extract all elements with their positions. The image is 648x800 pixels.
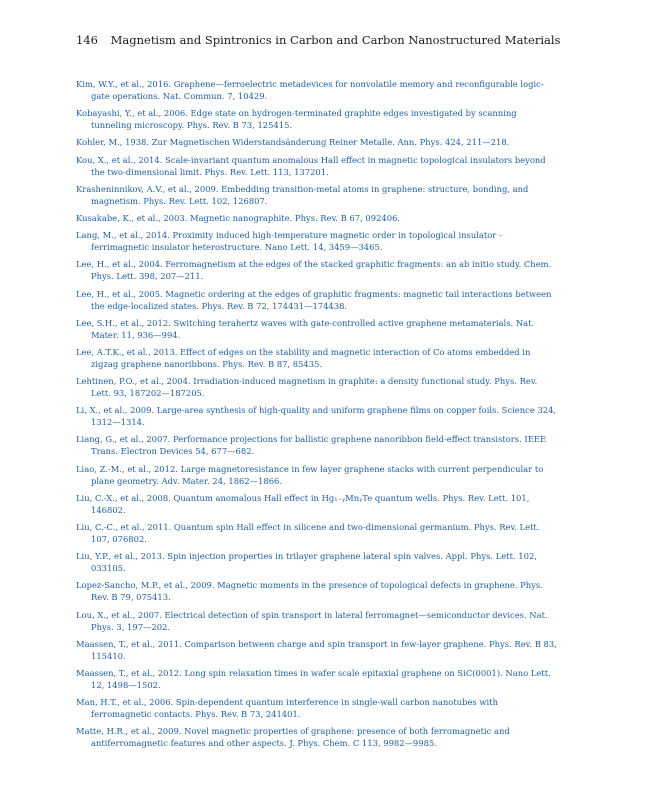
reference-item: Liu, C.-X., et al., 2008. Quantum anomalous Hall effect in Hg₁₋ᵧMnᵧTe quantum wells. Phys. Rev. Lett. 101, 146802. xyxy=(76,492,530,515)
reference-item: Lee, H., et al., 2004. Ferromagnetism at the edges of the stacked graphitic fragments: an ab initio study. Chem. Phys. Lett. 398, 207—211. xyxy=(76,259,552,282)
reference-item: Lou, X., et al., 2007. Electrical detection of spin transport in lateral ferromagnet—semiconductor devices. Nat. Phys. 3, 197—202. xyxy=(76,609,548,632)
reference-list xyxy=(76,78,558,755)
reference-item: Lehtinen, P.O., et al., 2004. Irradiation-induced magnetism in graphite: a density functional study. Phys. Rev. Lett. 93, 187202—187205. xyxy=(76,376,538,399)
reference-item: Lopez-Sancho, M.P., et al., 2009. Magnetic moments in the presence of topological defects in graphene. Phys. Rev. B 79, 075413. xyxy=(76,580,543,603)
reference-item: Man, H.T., et al., 2006. Spin-dependent quantum interference in single-wall carbon nanotubes with ferromagnetic contacts. Phys. Rev. B 73, 241401. xyxy=(76,697,498,720)
reference-item: Liang, G., et al., 2007. Performance projections for ballistic graphene nanoribbon field-effect transistors. IEEE Trans. Electron Devices 54, 677—682. xyxy=(76,434,547,457)
reference-item: Kim, W.Y., et al., 2016. Graphene—ferroelectric metadevices for nonvolatile memory and reconfigurable logic-gate operations. Nat. Commun. 7, 10429. xyxy=(76,79,544,101)
reference-item: Li, X., et al., 2009. Large-area synthesis of high-quality and uniform graphene films on copper foils. Science 324, 1312—1314. xyxy=(76,405,557,428)
reference-item: Maassen, T., et al., 2012. Long spin relaxation times in wafer scale epitaxial graphene on SiC(0001). Nano Lett. 12, 1498—1502. xyxy=(76,667,551,690)
reference-item: Kobayashi, Y., et al., 2006. Edge state on hydrogen-terminated graphite edges investigated by scanning tunneling microscopy. Phys. Rev. B 73, 125415. xyxy=(76,108,517,131)
reference-item: Lee, S.H., et al., 2012. Switching terahertz waves with gate-controlled active graphene metamaterials. Nat. Mater. 11, 936—994. xyxy=(76,317,535,340)
running-header xyxy=(76,33,596,47)
reference-item: Maassen, T., et al., 2011. Comparison between charge and spin transport in few-layer graphene. Phys. Rev. B 83, 115410. xyxy=(76,638,557,661)
reference-item: Lee, H., et al., 2005. Magnetic ordering at the edges of graphitic fragments: magnetic tail interactions between the edge-localized states. Phys. Rev. B 72, 174431—174438. xyxy=(76,288,552,311)
reference-item: Liu, C.-C., et al., 2011. Quantum spin Hall effect in silicene and two-dimensional germanium. Phys. Rev. Lett. 107, 076802. xyxy=(76,522,540,544)
reference-item: Lang, M., et al., 2014. Proximity induced high-temperature magnetic order in topological insulator - ferrimagnetic insulator heterostructure. Nano Lett. 14, 3459—3465. xyxy=(76,230,502,253)
reference-item: Lee, A.T.K., et al., 2013. Effect of edges on the stability and magnetic interaction of Co atoms embedded in zigzag graphene nanoribbons. Phys. Rev. B 87, 85435. xyxy=(76,346,531,369)
reference-item: Liao, Z.-M., et al., 2012. Large magnetoresistance in few layer graphene stacks with current perpendicular to plane geometry. Adv. Mater. 24, 1862—1866. xyxy=(76,463,544,486)
reference-item: Kou, X., et al., 2014. Scale-invariant quantum anomalous Hall effect in magnetic topological insulators beyond the two-dimensional limit. Phys. Rev. Lett. 113, 137201. xyxy=(76,154,546,177)
page-number: 146 xyxy=(76,33,98,47)
reference-item: Kusakabe, K., et al., 2003. Magnetic nanographite. Phys. Rev. B 67, 092406. xyxy=(76,212,401,223)
running-title: Magnetism and Spintronics in Carbon and Carbon Nanostructured Materials xyxy=(110,33,561,47)
reference-item: Krasheninnikov, A.V., et al., 2009. Embedding transition-metal atoms in graphene: structure, bonding, and magnetism. Phys. Rev. Lett. 102, 126807. xyxy=(76,183,529,206)
reference-item: Liu, Y.P., et al., 2013. Spin injection properties in trilayer graphene lateral spin valves. Appl. Phys. Lett. 102, 033105. xyxy=(76,551,537,574)
reference-item: Kohler, M., 1938. Zur Magnetischen Widerstandsänderung Reiner Metalle. Ann. Phys. 424, 211—218. xyxy=(76,137,510,148)
reference-item: Matte, H.R., et al., 2009. Novel magnetic properties of graphene: presence of both ferromagnetic and antiferromagnetic features and other aspects. J. Phys. Chem. C 113, 9982—9985. xyxy=(76,726,510,749)
